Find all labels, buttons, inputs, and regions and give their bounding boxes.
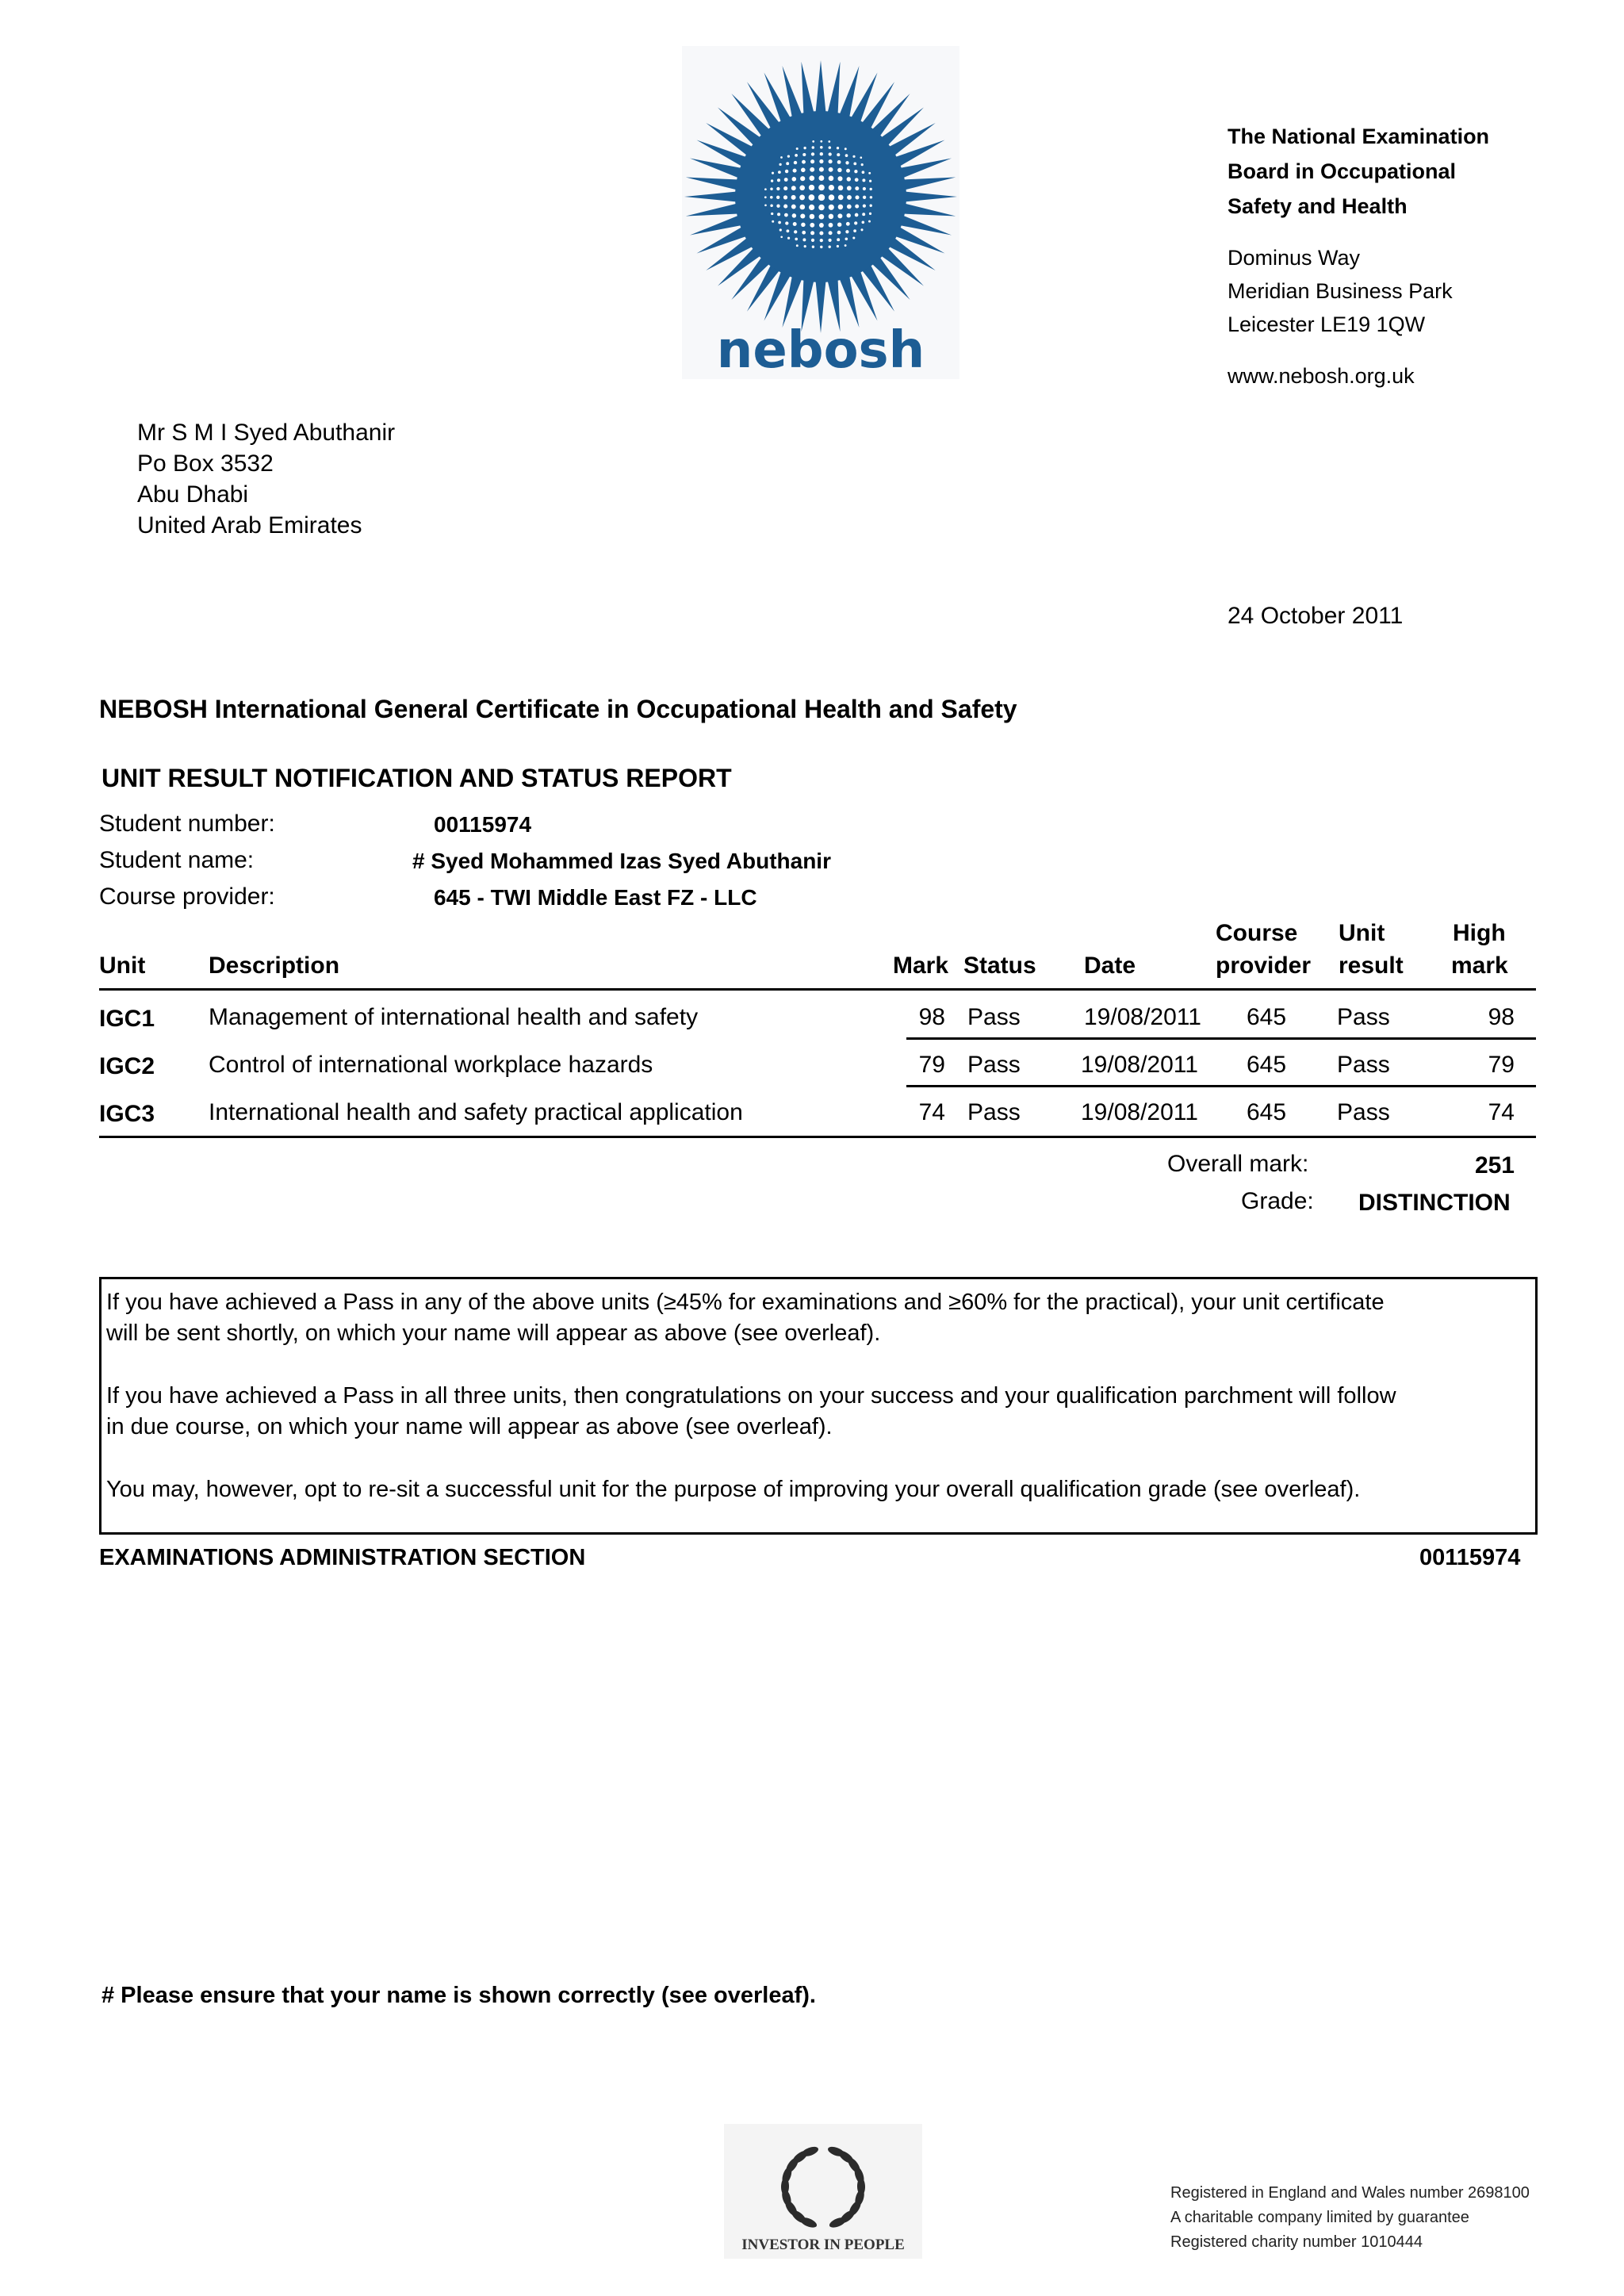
row-high-mark: 74 — [1488, 1099, 1515, 1125]
header-course-provider-2: provider — [1216, 953, 1312, 979]
row-status: Pass — [967, 1052, 1021, 1078]
row-unit: IGC3 — [99, 1101, 155, 1127]
table-bottom-rule — [99, 1136, 1536, 1138]
header-high-mark-1: High — [1453, 920, 1506, 946]
student-number: 00115974 — [434, 812, 532, 837]
organisation-address: Dominus Way Meridian Business Park Leicester LE19 1QW — [1228, 246, 1453, 336]
letter-date: 24 October 2011 — [1228, 603, 1404, 629]
header-unit: Unit — [99, 953, 146, 979]
row-result: Pass — [1337, 1004, 1390, 1030]
header-description: Description — [209, 953, 340, 979]
nebosh-starburst-icon — [682, 46, 959, 379]
row-description: Management of international health and safety — [209, 1004, 699, 1030]
header-rule — [99, 988, 1536, 991]
row-date: 19/08/2011 — [1084, 1004, 1201, 1030]
row-status: Pass — [967, 1004, 1021, 1030]
header-mark: Mark — [893, 953, 949, 979]
row-provider: 645 — [1247, 1052, 1287, 1078]
student-name-label: Student name: — [99, 847, 255, 873]
header-unit-result-1: Unit — [1339, 920, 1385, 946]
notice-paragraph: If you have achieved a Pass in any of the above units (≥45% for examinations and ≥60% for the practical), your unit certificate will be sent shortly, on which your name will appear as above (see overleaf). — [106, 1290, 1385, 1346]
header-date: Date — [1084, 953, 1136, 979]
course-provider-label: Course provider: — [99, 884, 275, 910]
row-provider: 645 — [1247, 1099, 1287, 1125]
investor-logo-text: INVESTOR IN PEOPLE — [741, 2237, 905, 2253]
row-rule — [906, 1037, 1536, 1040]
header-high-mark-2: mark — [1451, 953, 1508, 979]
qualification-title: NEBOSH International General Certificate in Occupational Health and Safety — [99, 695, 1017, 723]
course-provider: 645 - TWI Middle East FZ - LLC — [434, 885, 757, 910]
report-title: UNIT RESULT NOTIFICATION AND STATUS REPORT — [102, 764, 732, 792]
row-date: 19/08/2011 — [1081, 1099, 1198, 1125]
overall-mark-label: Overall mark: — [1167, 1151, 1309, 1177]
row-provider: 645 — [1247, 1004, 1287, 1030]
row-date: 19/08/2011 — [1081, 1052, 1198, 1078]
row-high-mark: 79 — [1488, 1052, 1515, 1078]
row-mark: 74 — [918, 1099, 945, 1125]
student-name: # Syed Mohammed Izas Syed Abuthanir — [412, 849, 831, 873]
notice-paragraph: If you have achieved a Pass in all three units, then congratulations on your success and your qualification parchment will follow in due course, on which your name will appear as above (see overleaf). — [106, 1383, 1396, 1439]
student-number-label: Student number: — [99, 811, 275, 837]
header-unit-result-2: result — [1339, 953, 1404, 979]
row-high-mark: 98 — [1488, 1004, 1515, 1030]
registration-info: Registered in England and Wales number 2698100 A charitable company limited by guarantee Registered charity number 1010444 — [1170, 2184, 1530, 2251]
row-description: Control of international workplace hazards — [209, 1052, 653, 1078]
recipient-address: Mr S M I Syed Abuthanir Po Box 3532 Abu Dhabi United Arab Emirates — [137, 420, 396, 539]
laurel-wreath-icon — [724, 2124, 922, 2259]
row-unit: IGC2 — [99, 1053, 155, 1079]
grade-label: Grade: — [1241, 1188, 1314, 1214]
row-description: International health and safety practical application — [209, 1099, 743, 1125]
organisation-name: The National Examination Board in Occupational Safety and Health — [1228, 125, 1490, 218]
nebosh-logo — [682, 46, 959, 379]
admin-section-number: 00115974 — [1419, 1545, 1521, 1570]
row-rule — [906, 1085, 1536, 1087]
row-unit: IGC1 — [99, 1006, 155, 1032]
organisation-block — [1228, 119, 1592, 393]
investor-in-people-logo — [724, 2124, 922, 2259]
row-result: Pass — [1337, 1099, 1390, 1125]
grade-value: DISTINCTION — [1358, 1190, 1511, 1216]
overall-mark-value: 251 — [1474, 1152, 1515, 1179]
row-mark: 79 — [918, 1052, 945, 1078]
organisation-website[interactable]: www.nebosh.org.uk — [1228, 364, 1415, 388]
admin-section-label: EXAMINATIONS ADMINISTRATION SECTION — [99, 1545, 586, 1570]
row-result: Pass — [1337, 1052, 1390, 1078]
name-footnote: # Please ensure that your name is shown correctly (see overleaf). — [102, 1983, 816, 2008]
notice-paragraph: You may, however, opt to re-sit a successful unit for the purpose of improving your overall qualification grade (see overleaf). — [106, 1477, 1361, 1502]
notice-box — [99, 1277, 1538, 1535]
header-course-provider-1: Course — [1216, 920, 1298, 946]
header-status: Status — [963, 953, 1036, 979]
row-mark: 98 — [918, 1004, 945, 1030]
row-status: Pass — [967, 1099, 1021, 1125]
logo-text: nebosh — [716, 321, 925, 379]
